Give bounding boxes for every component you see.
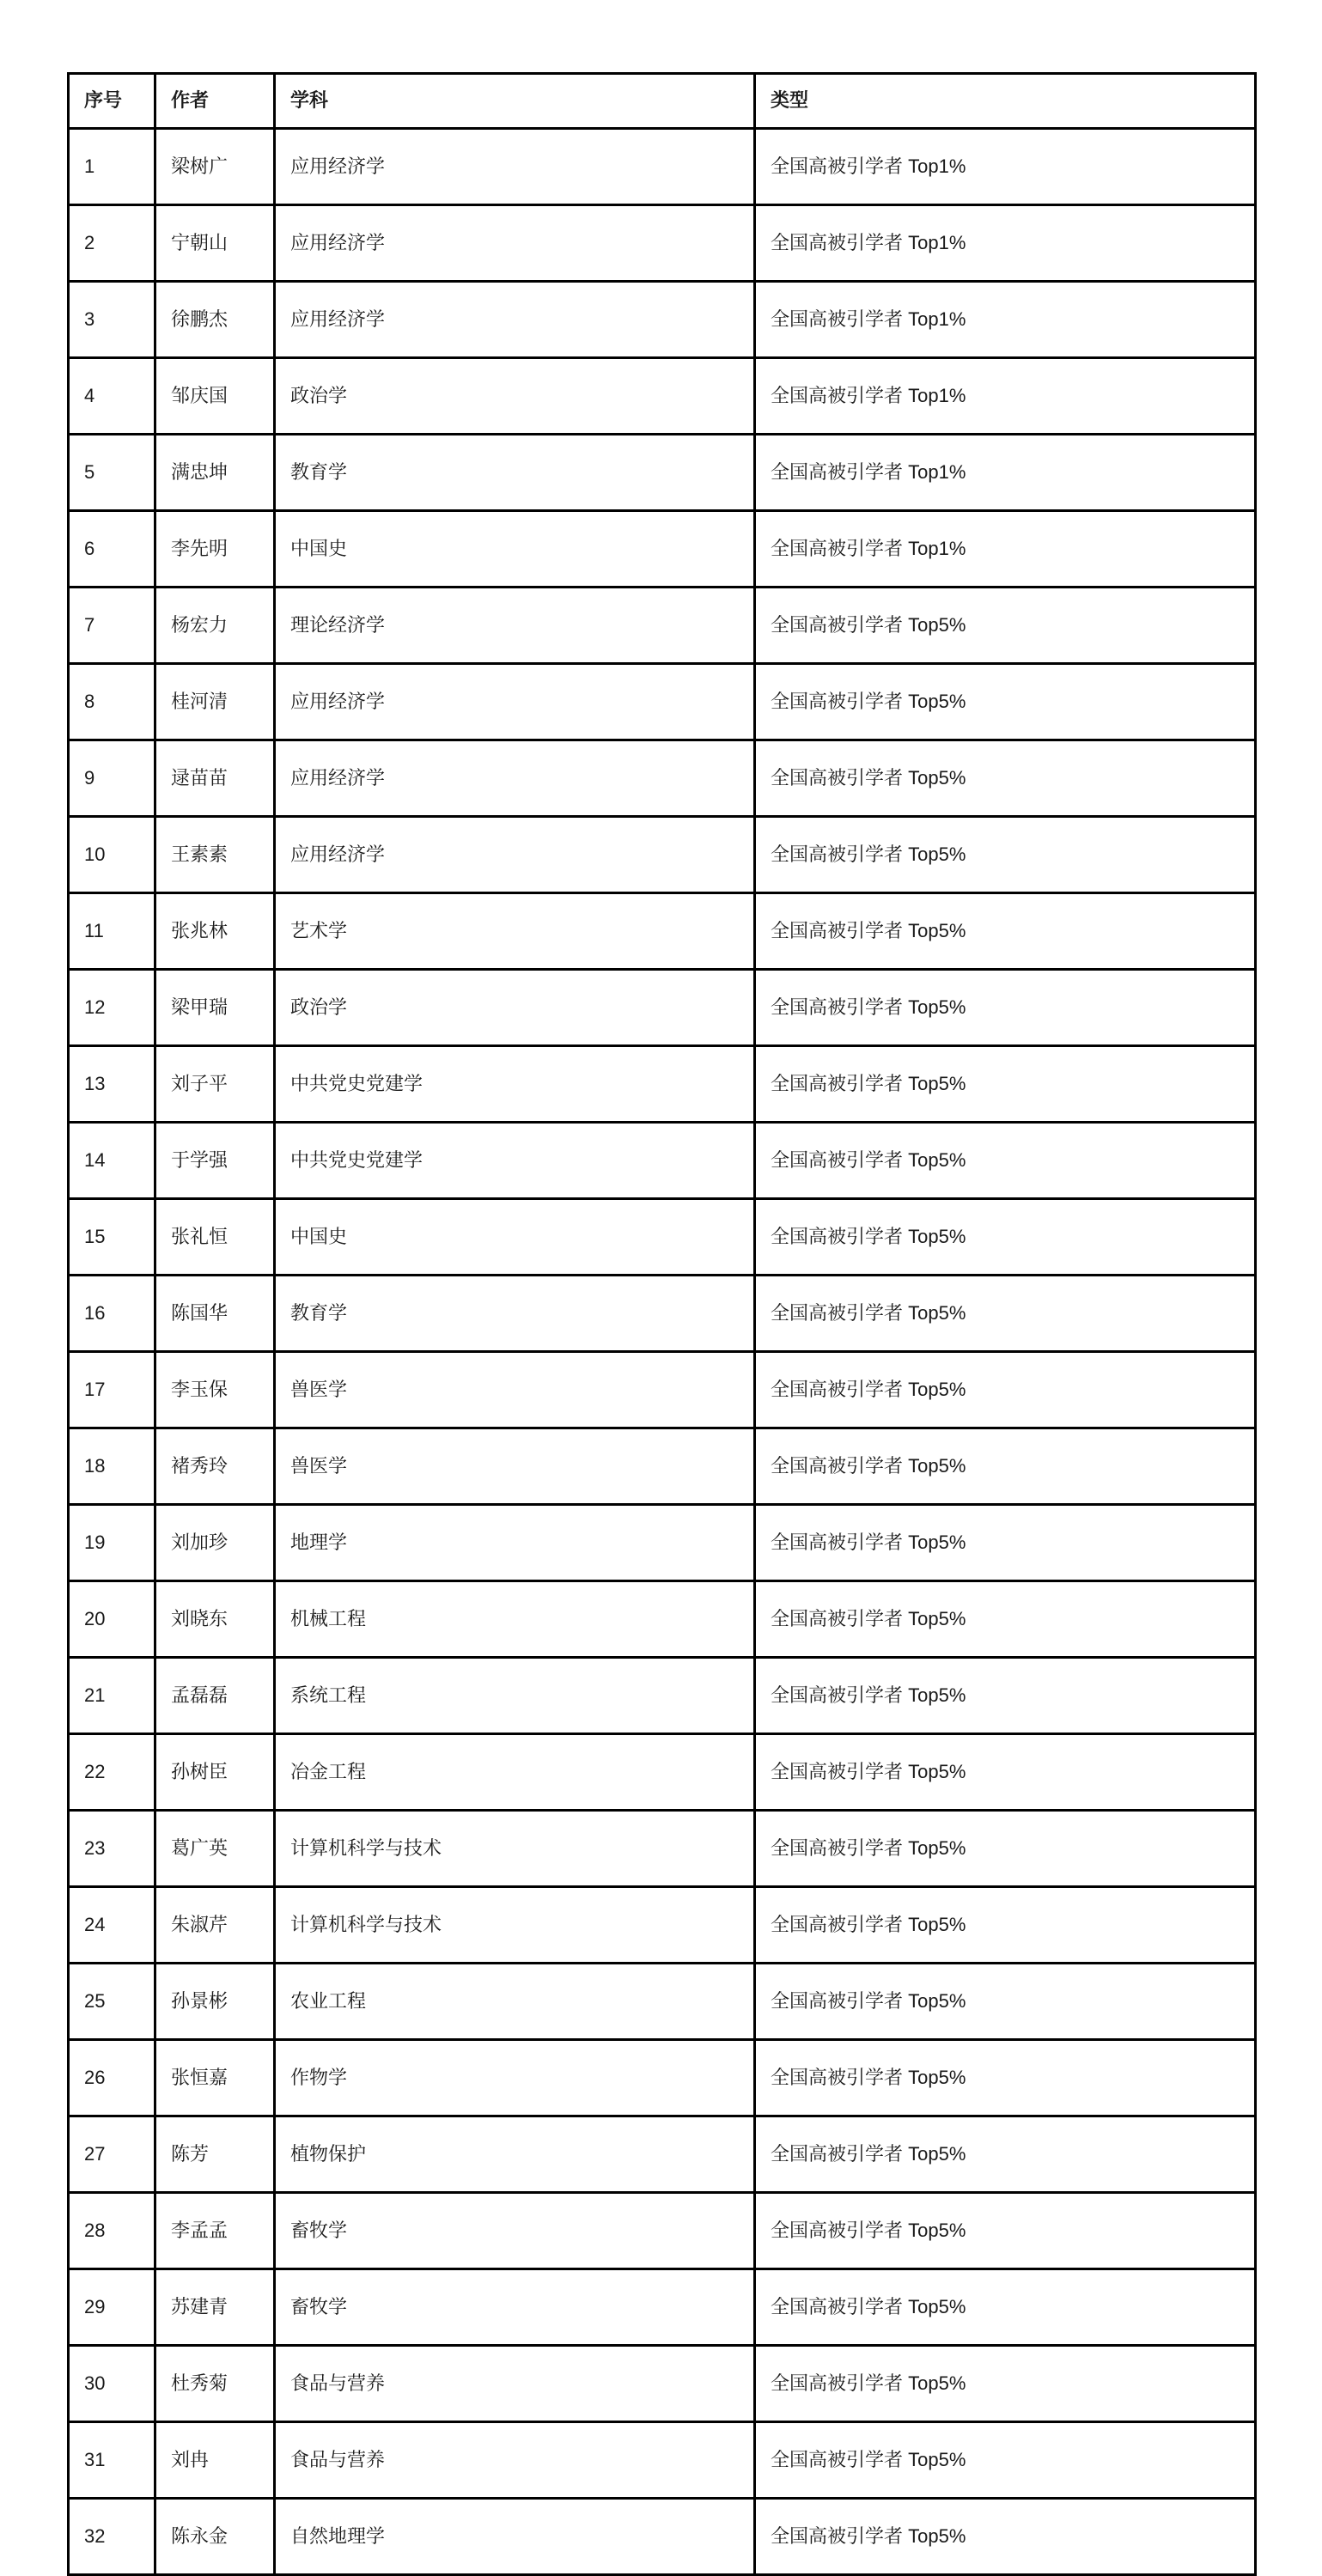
table-row xyxy=(69,1199,1256,1276)
table-row xyxy=(69,2193,1256,2269)
cell-author: 李孟孟 xyxy=(155,2193,275,2269)
cell-author: 张恒嘉 xyxy=(155,2040,275,2116)
cell-no: 15 xyxy=(69,1199,155,1276)
cell-no: 3 xyxy=(69,282,155,358)
cell-type: 全国高被引学者 Top5% xyxy=(755,664,1256,740)
cell-discipline: 理论经济学 xyxy=(275,588,755,664)
cell-no: 24 xyxy=(69,1887,155,1964)
cell-discipline: 中国史 xyxy=(275,511,755,588)
table-row xyxy=(69,205,1256,282)
cell-author: 刘子平 xyxy=(155,1046,275,1123)
cell-type: 全国高被引学者 Top5% xyxy=(755,2346,1256,2422)
cell-type: 全国高被引学者 Top1% xyxy=(755,205,1256,282)
cell-author: 刘加珍 xyxy=(155,1505,275,1581)
cell-discipline: 食品与营养 xyxy=(275,2346,755,2422)
cell-discipline: 中共党史党建学 xyxy=(275,1046,755,1123)
cell-author: 苏建青 xyxy=(155,2269,275,2346)
cell-discipline: 机械工程 xyxy=(275,1581,755,1658)
cell-type: 全国高被引学者 Top5% xyxy=(755,1046,1256,1123)
cell-type: 全国高被引学者 Top5% xyxy=(755,740,1256,817)
table-row xyxy=(69,511,1256,588)
cell-author: 陈芳 xyxy=(155,2116,275,2193)
cell-no: 18 xyxy=(69,1428,155,1505)
cell-discipline: 作物学 xyxy=(275,2040,755,2116)
table-row xyxy=(69,129,1256,205)
table-row xyxy=(69,1123,1256,1199)
cell-no: 23 xyxy=(69,1811,155,1887)
cell-no: 17 xyxy=(69,1352,155,1428)
cell-no: 7 xyxy=(69,588,155,664)
table-row xyxy=(69,740,1256,817)
cell-no: 16 xyxy=(69,1276,155,1352)
cell-no: 13 xyxy=(69,1046,155,1123)
cell-discipline: 应用经济学 xyxy=(275,205,755,282)
cell-type: 全国高被引学者 Top1% xyxy=(755,511,1256,588)
cell-no: 6 xyxy=(69,511,155,588)
column-header-author: 作者 xyxy=(155,74,275,129)
cell-no: 19 xyxy=(69,1505,155,1581)
cell-type: 全国高被引学者 Top1% xyxy=(755,358,1256,435)
cell-type: 全国高被引学者 Top1% xyxy=(755,435,1256,511)
cell-type: 全国高被引学者 Top5% xyxy=(755,1505,1256,1581)
cell-no: 26 xyxy=(69,2040,155,2116)
table-row xyxy=(69,2040,1256,2116)
cell-author: 孙景彬 xyxy=(155,1964,275,2040)
table-row xyxy=(69,893,1256,970)
cell-discipline: 兽医学 xyxy=(275,1352,755,1428)
cell-author: 褚秀玲 xyxy=(155,1428,275,1505)
cell-discipline: 食品与营养 xyxy=(275,2422,755,2499)
cell-type: 全国高被引学者 Top5% xyxy=(755,1123,1256,1199)
cell-type: 全国高被引学者 Top5% xyxy=(755,1887,1256,1964)
cell-no: 28 xyxy=(69,2193,155,2269)
cell-author: 杨宏力 xyxy=(155,588,275,664)
table-row xyxy=(69,1658,1256,1734)
cell-discipline: 中国史 xyxy=(275,1199,755,1276)
cell-type: 全国高被引学者 Top5% xyxy=(755,2040,1256,2116)
cell-no: 10 xyxy=(69,817,155,893)
scholars-table xyxy=(67,72,1257,2576)
column-header-no: 序号 xyxy=(69,74,155,129)
cell-type: 全国高被引学者 Top5% xyxy=(755,2116,1256,2193)
column-header-type: 类型 xyxy=(755,74,1256,129)
cell-author: 葛广英 xyxy=(155,1811,275,1887)
cell-author: 张礼恒 xyxy=(155,1199,275,1276)
cell-no: 8 xyxy=(69,664,155,740)
cell-author: 刘冉 xyxy=(155,2422,275,2499)
cell-no: 27 xyxy=(69,2116,155,2193)
cell-author: 王素素 xyxy=(155,817,275,893)
cell-author: 徐鹏杰 xyxy=(155,282,275,358)
cell-type: 全国高被引学者 Top1% xyxy=(755,129,1256,205)
cell-type: 全国高被引学者 Top5% xyxy=(755,2193,1256,2269)
cell-no: 12 xyxy=(69,970,155,1046)
cell-author: 孙树臣 xyxy=(155,1734,275,1811)
cell-discipline: 政治学 xyxy=(275,358,755,435)
cell-discipline: 中共党史党建学 xyxy=(275,1123,755,1199)
cell-discipline: 应用经济学 xyxy=(275,664,755,740)
table-row xyxy=(69,282,1256,358)
cell-author: 朱淑芹 xyxy=(155,1887,275,1964)
table-row xyxy=(69,1505,1256,1581)
cell-discipline: 应用经济学 xyxy=(275,740,755,817)
cell-type: 全国高被引学者 Top5% xyxy=(755,893,1256,970)
cell-discipline: 计算机科学与技术 xyxy=(275,1887,755,1964)
cell-no: 32 xyxy=(69,2499,155,2575)
cell-author: 李玉保 xyxy=(155,1352,275,1428)
cell-discipline: 畜牧学 xyxy=(275,2193,755,2269)
table-row xyxy=(69,817,1256,893)
cell-discipline: 应用经济学 xyxy=(275,129,755,205)
cell-type: 全国高被引学者 Top5% xyxy=(755,817,1256,893)
cell-discipline: 兽医学 xyxy=(275,1428,755,1505)
column-header-discipline: 学科 xyxy=(275,74,755,129)
table-header-row xyxy=(69,74,1256,129)
cell-discipline: 计算机科学与技术 xyxy=(275,1811,755,1887)
cell-no: 29 xyxy=(69,2269,155,2346)
cell-author: 桂河清 xyxy=(155,664,275,740)
cell-author: 满忠坤 xyxy=(155,435,275,511)
table-row xyxy=(69,588,1256,664)
cell-no: 5 xyxy=(69,435,155,511)
table-row xyxy=(69,664,1256,740)
cell-type: 全国高被引学者 Top5% xyxy=(755,1581,1256,1658)
table-row xyxy=(69,1734,1256,1811)
cell-discipline: 地理学 xyxy=(275,1505,755,1581)
cell-discipline: 教育学 xyxy=(275,1276,755,1352)
cell-author: 梁甲瑞 xyxy=(155,970,275,1046)
cell-author: 于学强 xyxy=(155,1123,275,1199)
cell-discipline: 畜牧学 xyxy=(275,2269,755,2346)
cell-type: 全国高被引学者 Top5% xyxy=(755,1276,1256,1352)
cell-discipline: 教育学 xyxy=(275,435,755,511)
cell-no: 4 xyxy=(69,358,155,435)
cell-no: 31 xyxy=(69,2422,155,2499)
cell-type: 全国高被引学者 Top5% xyxy=(755,1428,1256,1505)
table-row xyxy=(69,2346,1256,2422)
cell-author: 孟磊磊 xyxy=(155,1658,275,1734)
cell-author: 逯苗苗 xyxy=(155,740,275,817)
cell-type: 全国高被引学者 Top5% xyxy=(755,2269,1256,2346)
cell-type: 全国高被引学者 Top5% xyxy=(755,970,1256,1046)
cell-discipline: 植物保护 xyxy=(275,2116,755,2193)
cell-author: 梁树广 xyxy=(155,129,275,205)
cell-no: 21 xyxy=(69,1658,155,1734)
table-row xyxy=(69,1352,1256,1428)
table-row xyxy=(69,2422,1256,2499)
cell-type: 全国高被引学者 Top5% xyxy=(755,1811,1256,1887)
cell-discipline: 应用经济学 xyxy=(275,282,755,358)
table-row xyxy=(69,1428,1256,1505)
table-row xyxy=(69,1276,1256,1352)
cell-type: 全国高被引学者 Top1% xyxy=(755,282,1256,358)
table-row xyxy=(69,2499,1256,2575)
cell-discipline: 系统工程 xyxy=(275,1658,755,1734)
cell-type: 全国高被引学者 Top5% xyxy=(755,2499,1256,2575)
cell-no: 25 xyxy=(69,1964,155,2040)
cell-no: 22 xyxy=(69,1734,155,1811)
cell-discipline: 艺术学 xyxy=(275,893,755,970)
cell-author: 邹庆国 xyxy=(155,358,275,435)
cell-no: 2 xyxy=(69,205,155,282)
cell-no: 9 xyxy=(69,740,155,817)
cell-no: 20 xyxy=(69,1581,155,1658)
cell-author: 宁朝山 xyxy=(155,205,275,282)
cell-type: 全国高被引学者 Top5% xyxy=(755,1199,1256,1276)
table-row xyxy=(69,1887,1256,1964)
cell-no: 1 xyxy=(69,129,155,205)
table-row xyxy=(69,2269,1256,2346)
table-row xyxy=(69,358,1256,435)
table-row xyxy=(69,1581,1256,1658)
cell-no: 14 xyxy=(69,1123,155,1199)
cell-type: 全国高被引学者 Top5% xyxy=(755,1734,1256,1811)
cell-type: 全国高被引学者 Top5% xyxy=(755,588,1256,664)
cell-author: 陈永金 xyxy=(155,2499,275,2575)
cell-type: 全国高被引学者 Top5% xyxy=(755,1964,1256,2040)
table-row xyxy=(69,970,1256,1046)
cell-author: 李先明 xyxy=(155,511,275,588)
table-row xyxy=(69,1964,1256,2040)
cell-discipline: 冶金工程 xyxy=(275,1734,755,1811)
cell-author: 陈国华 xyxy=(155,1276,275,1352)
cell-no: 30 xyxy=(69,2346,155,2422)
cell-no: 11 xyxy=(69,893,155,970)
cell-discipline: 应用经济学 xyxy=(275,817,755,893)
cell-discipline: 农业工程 xyxy=(275,1964,755,2040)
table-row xyxy=(69,1046,1256,1123)
cell-discipline: 自然地理学 xyxy=(275,2499,755,2575)
cell-type: 全国高被引学者 Top5% xyxy=(755,2422,1256,2499)
cell-author: 刘晓东 xyxy=(155,1581,275,1658)
cell-discipline: 政治学 xyxy=(275,970,755,1046)
cell-type: 全国高被引学者 Top5% xyxy=(755,1352,1256,1428)
cell-author: 张兆林 xyxy=(155,893,275,970)
table-row xyxy=(69,2116,1256,2193)
table-row xyxy=(69,435,1256,511)
cell-author: 杜秀菊 xyxy=(155,2346,275,2422)
table-row xyxy=(69,1811,1256,1887)
cell-type: 全国高被引学者 Top5% xyxy=(755,1658,1256,1734)
